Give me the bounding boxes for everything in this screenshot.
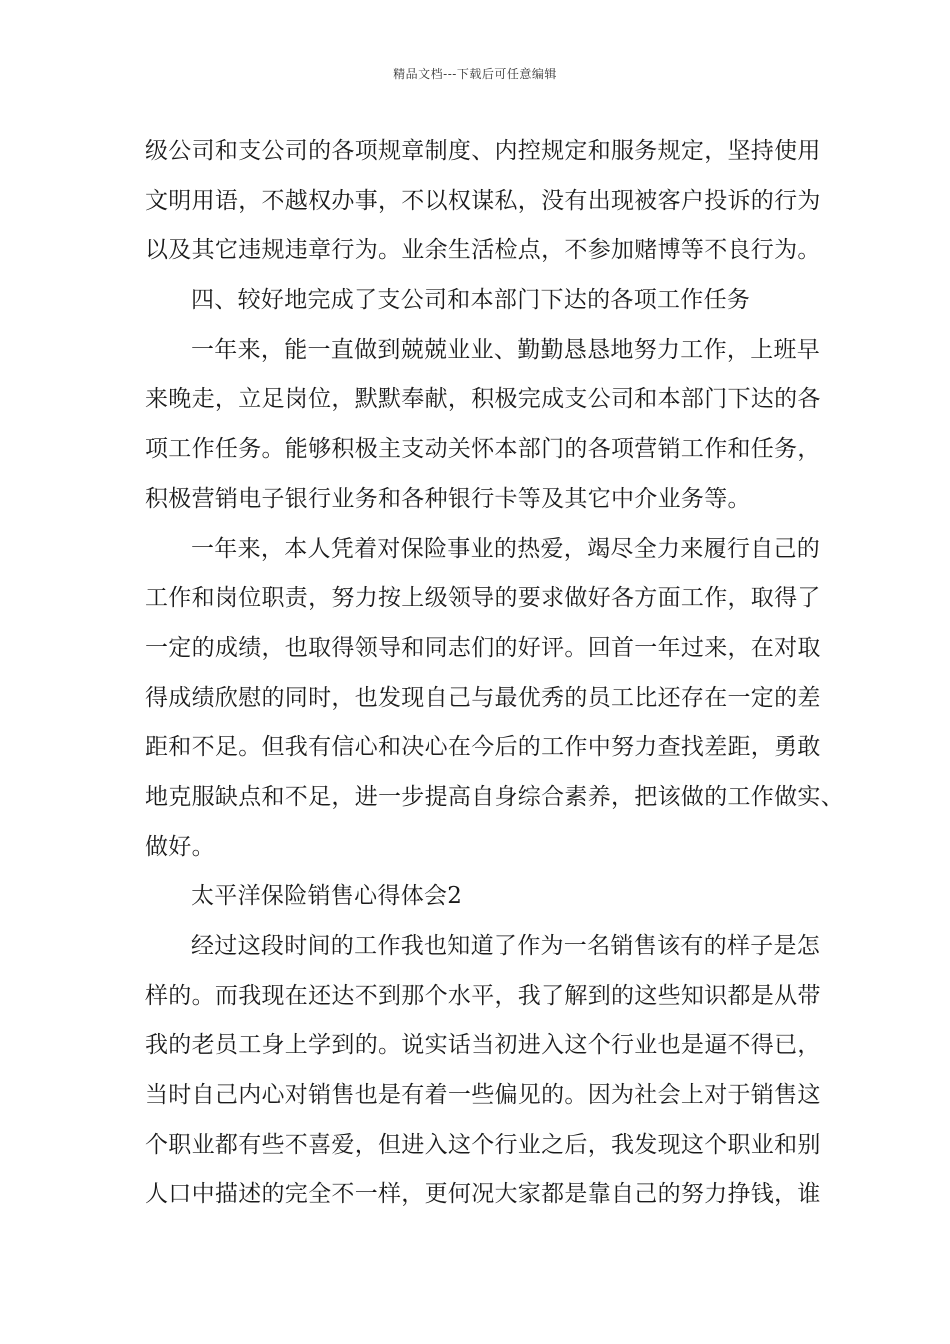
text-line: 来晚走，立足岗位，默默奉献，积极完成支公司和本部门下达的各: [145, 386, 821, 413]
text-line: 样的。而我现在还达不到那个水平，我了解到的这些知识都是从带: [145, 982, 821, 1009]
text-line: 级公司和支公司的各项规章制度、内控规定和服务规定，坚持使用: [145, 138, 821, 164]
text-line: 人口中描述的完全不一样，更何况大家都是靠自己的努力挣钱，谁: [145, 1181, 821, 1208]
text-line: 工作和岗位职责，努力按上级领导的要求做好各方面工作，取得了: [145, 585, 821, 612]
text-line: 经过这段时间的工作我也知道了作为一名销售该有的样子是怎: [191, 933, 821, 959]
text-line: 以及其它违规违章行为。业余生活检点，不参加赌博等不良行为。: [145, 237, 821, 264]
text-line: 地克服缺点和不足，进一步提高自身综合素养，把该做的工作做实、: [145, 783, 844, 810]
text-line: 距和不足。但我有信心和决心在今后的工作中努力查找差距，勇敢: [145, 734, 821, 761]
text-line: 做好。: [145, 833, 215, 860]
text-line: 项工作任务。能够积极主支动关怀本部门的各项营销工作和任务，: [145, 436, 821, 463]
text-line: 我的老员工身上学到的。说实话当初进入这个行业也是逼不得已，: [145, 1032, 821, 1059]
text-line: 一年来，本人凭着对保险事业的热爱，竭尽全力来履行自己的: [191, 535, 821, 562]
document-body: [145, 127, 844, 1220]
section-heading: 四、较好地完成了支公司和本部门下达的各项工作任务: [191, 287, 751, 314]
text-line: 当时自己内心对销售也是有着一些偏见的。因为社会上对于销售这: [145, 1082, 821, 1109]
page-header: 精品文档---下载后可任意编辑: [393, 67, 557, 81]
section-title: 太平洋保险销售心得体会2: [191, 883, 463, 910]
text-line: 一定的成绩，也取得领导和同志们的好评。回首一年过来，在对取: [145, 634, 821, 661]
text-line: 个职业都有些不喜爱，但进入这个行业之后，我发现这个职业和别: [145, 1131, 821, 1158]
text-line: 得成绩欣慰的同时，也发现自己与最优秀的员工比还存在一定的差: [145, 684, 821, 711]
text-line: 文明用语，不越权办事，不以权谋私，没有出现被客户投诉的行为: [145, 187, 821, 214]
text-line: 积极营销电子银行业务和各种银行卡等及其它中介业务等。: [145, 485, 751, 512]
text-line: 一年来，能一直做到兢兢业业、勤勤恳恳地努力工作，上班早: [191, 336, 821, 363]
